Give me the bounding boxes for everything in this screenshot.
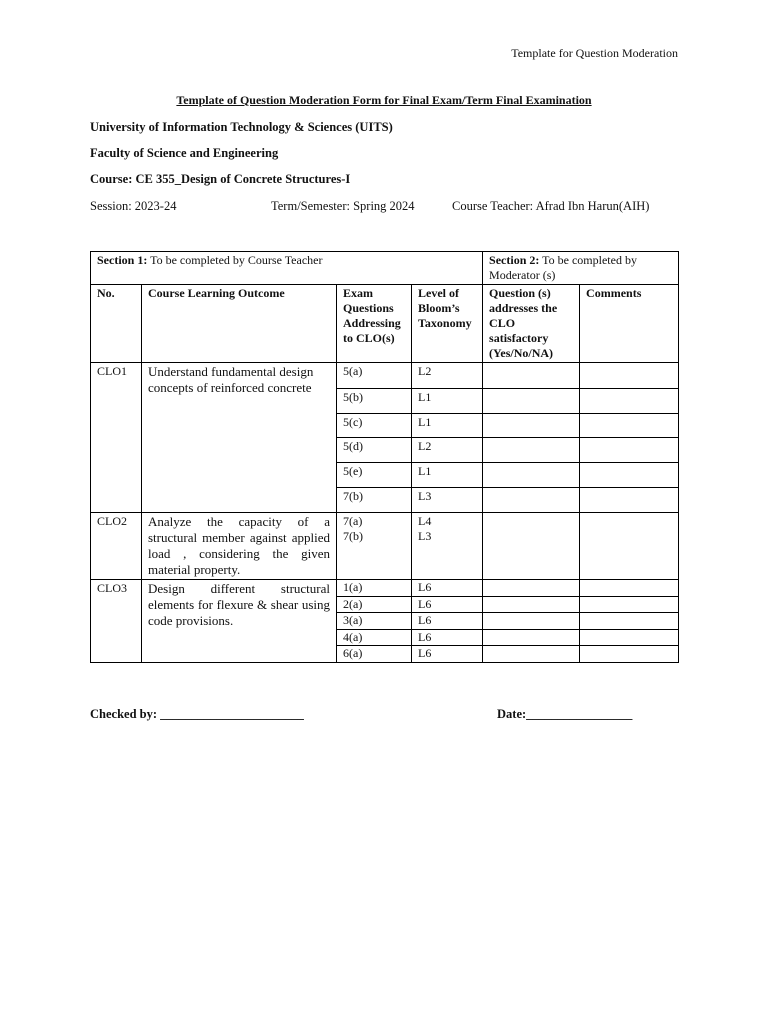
clo1-level: L1 (412, 389, 483, 414)
university-name: University of Information Technology & Sciences (UITS) (90, 120, 393, 134)
clo3-level: L6 (412, 613, 482, 630)
document-title: Template of Question Moderation Form for Final Exam/Term Final Examination (176, 93, 592, 107)
clo3-question: 1(a) (337, 580, 411, 597)
clo1-level: L1 (412, 463, 483, 488)
moderator-cell[interactable] (483, 389, 580, 414)
clo3-outcome: Design different structural elements for flexure & shear using code provisions. (142, 580, 337, 663)
clo2-level: L3 (418, 529, 432, 543)
moderation-table (90, 251, 679, 663)
section2-label: Section 2: (489, 253, 540, 267)
clo1-level: L2 (412, 438, 483, 463)
clo3-question: 3(a) (337, 613, 411, 630)
clo3-level: L6 (412, 597, 482, 614)
table-row (91, 580, 679, 663)
clo2-outcome: Analyze the capacity of a structural member against applied load , considering the given material property. (142, 513, 337, 580)
clo3-question: 2(a) (337, 597, 411, 614)
section1-text: To be completed by Course Teacher (147, 253, 323, 267)
faculty-name: Faculty of Science and Engineering (90, 146, 279, 160)
clo1-question: 5(d) (337, 438, 412, 463)
clo1-question: 5(a) (337, 363, 412, 389)
clo1-level: L3 (412, 488, 483, 513)
comment-cell[interactable] (580, 513, 679, 580)
header-clo: Course Learning Outcome (142, 285, 337, 363)
clo3-levels (412, 580, 483, 663)
term-info: Term/Semester: Spring 2024 (271, 199, 415, 213)
clo3-number: CLO3 (91, 580, 142, 663)
comment-cell[interactable] (580, 414, 679, 438)
clo2-number: CLO2 (91, 513, 142, 580)
header-question-satisfactory: Question (s) addresses the CLO satisfactory (Yes/No/NA) (483, 285, 580, 363)
clo3-questions (337, 580, 412, 663)
table-row (91, 363, 679, 389)
comment-cell[interactable] (580, 363, 679, 389)
clo3-question: 4(a) (337, 630, 411, 647)
clo1-outcome: Understand fundamental design concepts of reinforced concrete (142, 363, 337, 513)
comment-cell[interactable] (580, 389, 679, 414)
moderator-cell[interactable] (483, 580, 580, 663)
clo1-number: CLO1 (91, 363, 142, 513)
teacher-info: Course Teacher: Afrad Ibn Harun(AIH) (452, 199, 650, 213)
clo1-question: 5(c) (337, 414, 412, 438)
clo3-question: 6(a) (343, 646, 363, 660)
header-comments: Comments (580, 285, 679, 363)
comment-cell[interactable] (580, 488, 679, 513)
course-name: Course: CE 355_Design of Concrete Structures-I (90, 172, 351, 186)
header-exam-questions: Exam Questions Addressing to CLO(s) (337, 285, 412, 363)
section1-cell (91, 252, 483, 285)
comment-cell[interactable] (580, 463, 679, 488)
session-info: Session: 2023-24 (90, 199, 177, 213)
header-bloom-level: Level of Bloom’s Taxonomy (412, 285, 483, 363)
section2-text: To be completed by Moderator (s) (489, 253, 637, 282)
clo1-question: 5(e) (337, 463, 412, 488)
checked-by-field[interactable]: Checked by: _______________________ (90, 707, 304, 721)
clo2-levels (412, 513, 483, 580)
clo2-question: 7(b) (343, 529, 363, 543)
clo3-level: L6 (412, 580, 482, 597)
moderator-cell[interactable] (483, 513, 580, 580)
moderator-cell[interactable] (483, 363, 580, 389)
date-field[interactable]: Date:_________________ (497, 707, 633, 721)
section2-cell (483, 252, 679, 285)
clo1-question: 5(b) (337, 389, 412, 414)
header-note: Template for Question Moderation (511, 46, 678, 60)
comment-cell[interactable] (580, 580, 679, 663)
clo3-level: L6 (412, 630, 482, 647)
table-row (91, 513, 679, 580)
clo1-level: L1 (412, 414, 483, 438)
moderator-cell[interactable] (483, 438, 580, 463)
clo2-questions (337, 513, 412, 580)
section1-label: Section 1: (97, 253, 148, 267)
moderator-cell[interactable] (483, 414, 580, 438)
moderator-cell[interactable] (483, 463, 580, 488)
section-header-row (91, 252, 679, 285)
clo1-question: 7(b) (337, 488, 412, 513)
header-no: No. (91, 285, 142, 363)
clo3-level: L6 (418, 646, 432, 660)
clo1-level: L2 (412, 363, 483, 389)
clo2-question: 7(a) (343, 514, 363, 528)
clo2-level: L4 (418, 514, 432, 528)
column-header-row (91, 285, 679, 363)
moderator-cell[interactable] (483, 488, 580, 513)
comment-cell[interactable] (580, 438, 679, 463)
